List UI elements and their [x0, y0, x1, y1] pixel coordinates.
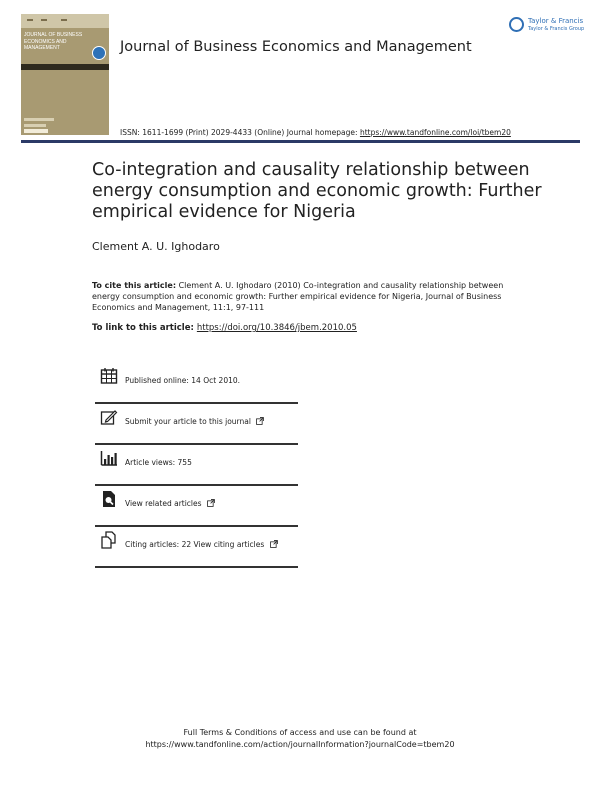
citing-articles-icon — [100, 531, 118, 549]
journal-cover-image — [21, 14, 109, 135]
terms-footer — [0, 727, 600, 751]
cover-publisher-logo — [24, 129, 48, 133]
document-search-icon — [100, 490, 118, 508]
submit-article-link[interactable]: Submit your article to this journal — [125, 417, 251, 426]
edit-icon — [100, 408, 118, 426]
journal-title: Journal of Business Economics and Management — [120, 39, 472, 55]
citing-articles-link[interactable]: Citing articles: 22 View citing articles — [125, 540, 265, 549]
citation-block — [92, 280, 522, 313]
terms-link[interactable]: https://www.tandfonline.com/action/journalInformation?journalCode=tbem20 — [145, 740, 455, 749]
journal-homepage-link[interactable]: https://www.tandfonline.com/loi/tbem20 — [359, 128, 511, 137]
external-link-icon — [256, 417, 264, 425]
article-doi-link[interactable]: https://doi.org/10.3846/jbem.2010.05 — [196, 323, 357, 333]
bar-chart-icon — [100, 449, 118, 467]
publisher-logo-icon — [509, 17, 524, 32]
publisher-group: Taylor & Francis Group — [528, 26, 585, 32]
citation-label: To cite this article: — [92, 281, 177, 290]
cover-title: JOURNAL OF BUSINESS ECONOMICS AND MANAGEMENT — [24, 32, 83, 51]
calendar-icon — [100, 367, 118, 385]
published-date: Published online: 14 Oct 2010. — [125, 376, 241, 385]
citation-text: Clement A. U. Ighodaro (2010) Co-integration and causality relationship between energy consumption and economic growth: Further empirical evidence for Nigeria, Journal of Business Economics and Management, 11:1, 97-111 — [92, 281, 504, 312]
publisher-logo — [509, 16, 584, 36]
cover-dark-band — [21, 64, 109, 70]
cover-emblem-icon — [92, 46, 106, 60]
published-row — [95, 363, 298, 404]
publisher-name: Taylor & Francis — [528, 17, 584, 25]
article-author: Clement A. U. Ighodaro — [92, 240, 220, 253]
article-link-label: To link to this article: — [92, 323, 197, 333]
header-divider — [21, 140, 580, 143]
article-title: Co-integration and causality relationship between energy consumption and economic growth: Further empirical evidence for Nigeria — [92, 160, 542, 222]
terms-text: Full Terms & Conditions of access and use can be found at — [183, 728, 417, 737]
article-link-line — [92, 323, 357, 333]
citing-row[interactable] — [95, 527, 298, 568]
submit-row[interactable] — [95, 404, 298, 445]
related-articles-link[interactable]: View related articles — [125, 499, 202, 508]
article-info-list — [95, 363, 298, 568]
article-views: Article views: 755 — [125, 458, 192, 467]
external-link-icon — [270, 540, 278, 548]
related-row[interactable] — [95, 486, 298, 527]
external-link-icon — [207, 499, 215, 507]
issn-text: ISSN: 1611-1699 (Print) 2029-4433 (Online) Journal homepage: — [120, 128, 360, 137]
views-row — [95, 445, 298, 486]
issn-line — [120, 128, 511, 137]
cover-top-band — [21, 14, 109, 28]
